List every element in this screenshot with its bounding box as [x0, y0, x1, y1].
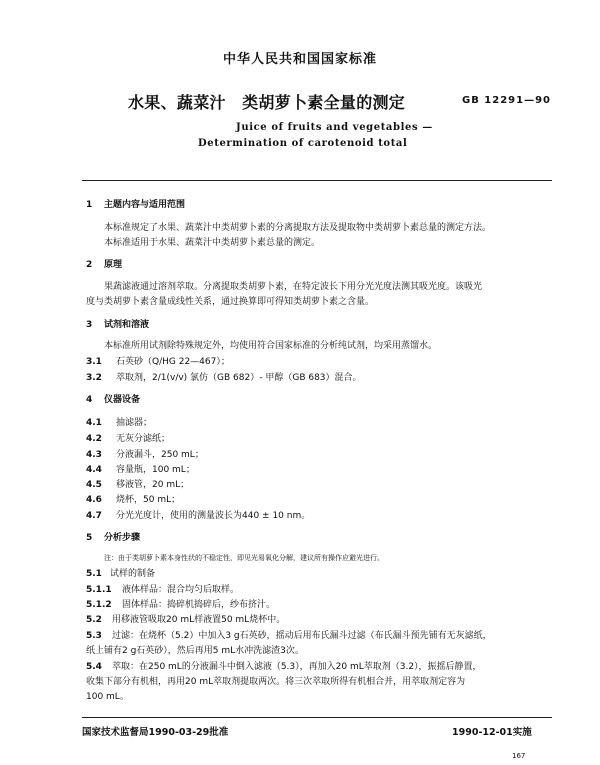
- list-item: [86, 584, 239, 596]
- standard-org: 中华人民共和国国家标准: [222, 52, 377, 67]
- section-number: 3: [86, 320, 93, 330]
- item-number: 3.1: [86, 357, 102, 367]
- item-number: 5.3: [86, 631, 102, 641]
- section-number: 5: [86, 533, 93, 543]
- item-text: 液体样品：混合均匀后取样。: [122, 585, 240, 595]
- item-number: 5.4: [86, 662, 102, 672]
- page-title: 水果、蔬菜汁 类胡萝卜素全量的测定: [128, 93, 406, 112]
- paragraph: 果蔬滤液通过溶剂萃取。分离提取类胡萝卜素，在特定波长下用分光光度法测其吸光度。该吸光: [104, 282, 483, 292]
- item-number: 4.3: [86, 450, 102, 460]
- section-title: 试剂和溶液: [104, 320, 150, 330]
- item-number: 5.2: [86, 615, 102, 625]
- paragraph: 收集下部分有机相，再用20 mL萃取剂提取两次。将三次萃取所得有机相合并，用萃取剂定容为: [86, 677, 466, 687]
- list-item: [86, 464, 195, 476]
- item-number: 4.6: [86, 495, 102, 505]
- list-item: [86, 417, 152, 429]
- section-number: 4: [86, 395, 93, 405]
- item-text: 萃取：在250 mL的分液漏斗中倒入滤液（5.3），再加入20 mL萃取剂（3.2），振摇后静置，: [112, 662, 482, 672]
- note: 注：由于类胡萝卜素本身性状的不稳定性，即见光易氧化分解，建议所有操作应避光进行。: [104, 554, 384, 562]
- list-item: [86, 494, 180, 506]
- item-number: 4.5: [86, 480, 102, 490]
- english-title-line-1: Juice of fruits and vegetables —: [236, 122, 433, 133]
- item-number: 4.7: [86, 511, 102, 521]
- item-text: 抽滤器；: [116, 418, 153, 428]
- paragraph: 纸上铺有2 g石英砂），然后再用5 mL水冲洗滤渣3次。: [86, 646, 304, 656]
- item-text: 分液漏斗，250 mL；: [116, 450, 204, 460]
- item-number: 5.1: [86, 569, 102, 579]
- section-2-heading: [86, 259, 122, 271]
- list-item: [86, 599, 275, 611]
- subsection-title: 试样的制备: [110, 569, 156, 579]
- section-3-heading: [86, 319, 149, 331]
- list-item: [86, 356, 230, 368]
- paragraph: 度与类胡萝卜素含量成线性关系，通过换算即可得知类胡萝卜素之含量。: [86, 297, 375, 307]
- page-number: 167: [512, 752, 526, 760]
- item-text: 容量瓶，100 mL；: [116, 465, 195, 475]
- subsection-heading: [86, 568, 155, 580]
- section-number: 2: [86, 260, 93, 270]
- item-number: 4.4: [86, 465, 102, 475]
- item-number: 4.1: [86, 418, 102, 428]
- section-title: 原理: [104, 260, 123, 270]
- section-title: 分析步骤: [104, 533, 141, 543]
- item-text: 烧杯，50 mL；: [116, 495, 181, 505]
- list-item: [86, 479, 189, 491]
- section-title: 主题内容与适用范围: [104, 200, 186, 210]
- item-text: 分光光度计，使用的测量波长为440 ± 10 nm。: [116, 511, 311, 521]
- paragraph: 本标准所用试剂除特殊规定外，均使用符合国家标准的分析纯试剂，均采用蒸馏水。: [104, 341, 438, 351]
- section-title: 仪器设备: [104, 395, 141, 405]
- item-text: 无灰分滤纸；: [116, 434, 171, 444]
- item-text: 移液管，20 mL；: [116, 480, 190, 490]
- list-item: [86, 614, 285, 626]
- item-text: 用移液管吸取20 mL样液置50 mL烧杯中。: [112, 615, 286, 625]
- header-rule: [82, 180, 552, 181]
- list-item: [86, 661, 482, 673]
- item-number: 3.2: [86, 373, 102, 383]
- item-text: 石英砂（Q/HG 22—467）；: [116, 357, 230, 367]
- list-item: [86, 433, 170, 445]
- footer-rule: [82, 717, 552, 718]
- section-5-heading: [86, 532, 140, 544]
- english-title-line-2: Determination of carotenoid total: [198, 138, 408, 149]
- effective-date: 1990-12-01实施: [452, 727, 532, 738]
- list-item: [86, 630, 492, 642]
- section-number: 1: [86, 200, 93, 210]
- item-text: 萃取剂，2/1(v/v) 氯仿（GB 682）- 甲醇（GB 683）混合。: [116, 373, 362, 383]
- paragraph: 本标准适用于水果、蔬菜汁中类胡萝卜素总量的测定。: [104, 238, 321, 248]
- list-item: [86, 372, 362, 384]
- item-text: 固体样品：捣碎机捣碎后，纱布挤汁。: [122, 600, 276, 610]
- paragraph: 100 mL。: [86, 692, 129, 702]
- section-4-heading: [86, 394, 140, 406]
- item-text: 过滤：在烧杯（5.2）中加入3 g石英砂，摇动后用布氏漏斗过滤（布氏漏斗预先铺有无灰滤纸，: [112, 631, 492, 641]
- item-number: 5.1.1: [86, 585, 112, 595]
- paragraph: 本标准规定了水果、蔬菜汁中类胡萝卜素的分离提取方法及提取物中类胡萝卜素总量的测定方法。: [104, 223, 492, 233]
- item-number: 5.1.2: [86, 600, 112, 610]
- list-item: [86, 449, 204, 461]
- item-number: 4.2: [86, 434, 102, 444]
- standard-code: GB 12291—90: [462, 95, 552, 106]
- approval-date: 国家技术监督局1990-03-29批准: [82, 727, 229, 738]
- list-item: [86, 510, 310, 522]
- section-1-heading: [86, 199, 185, 211]
